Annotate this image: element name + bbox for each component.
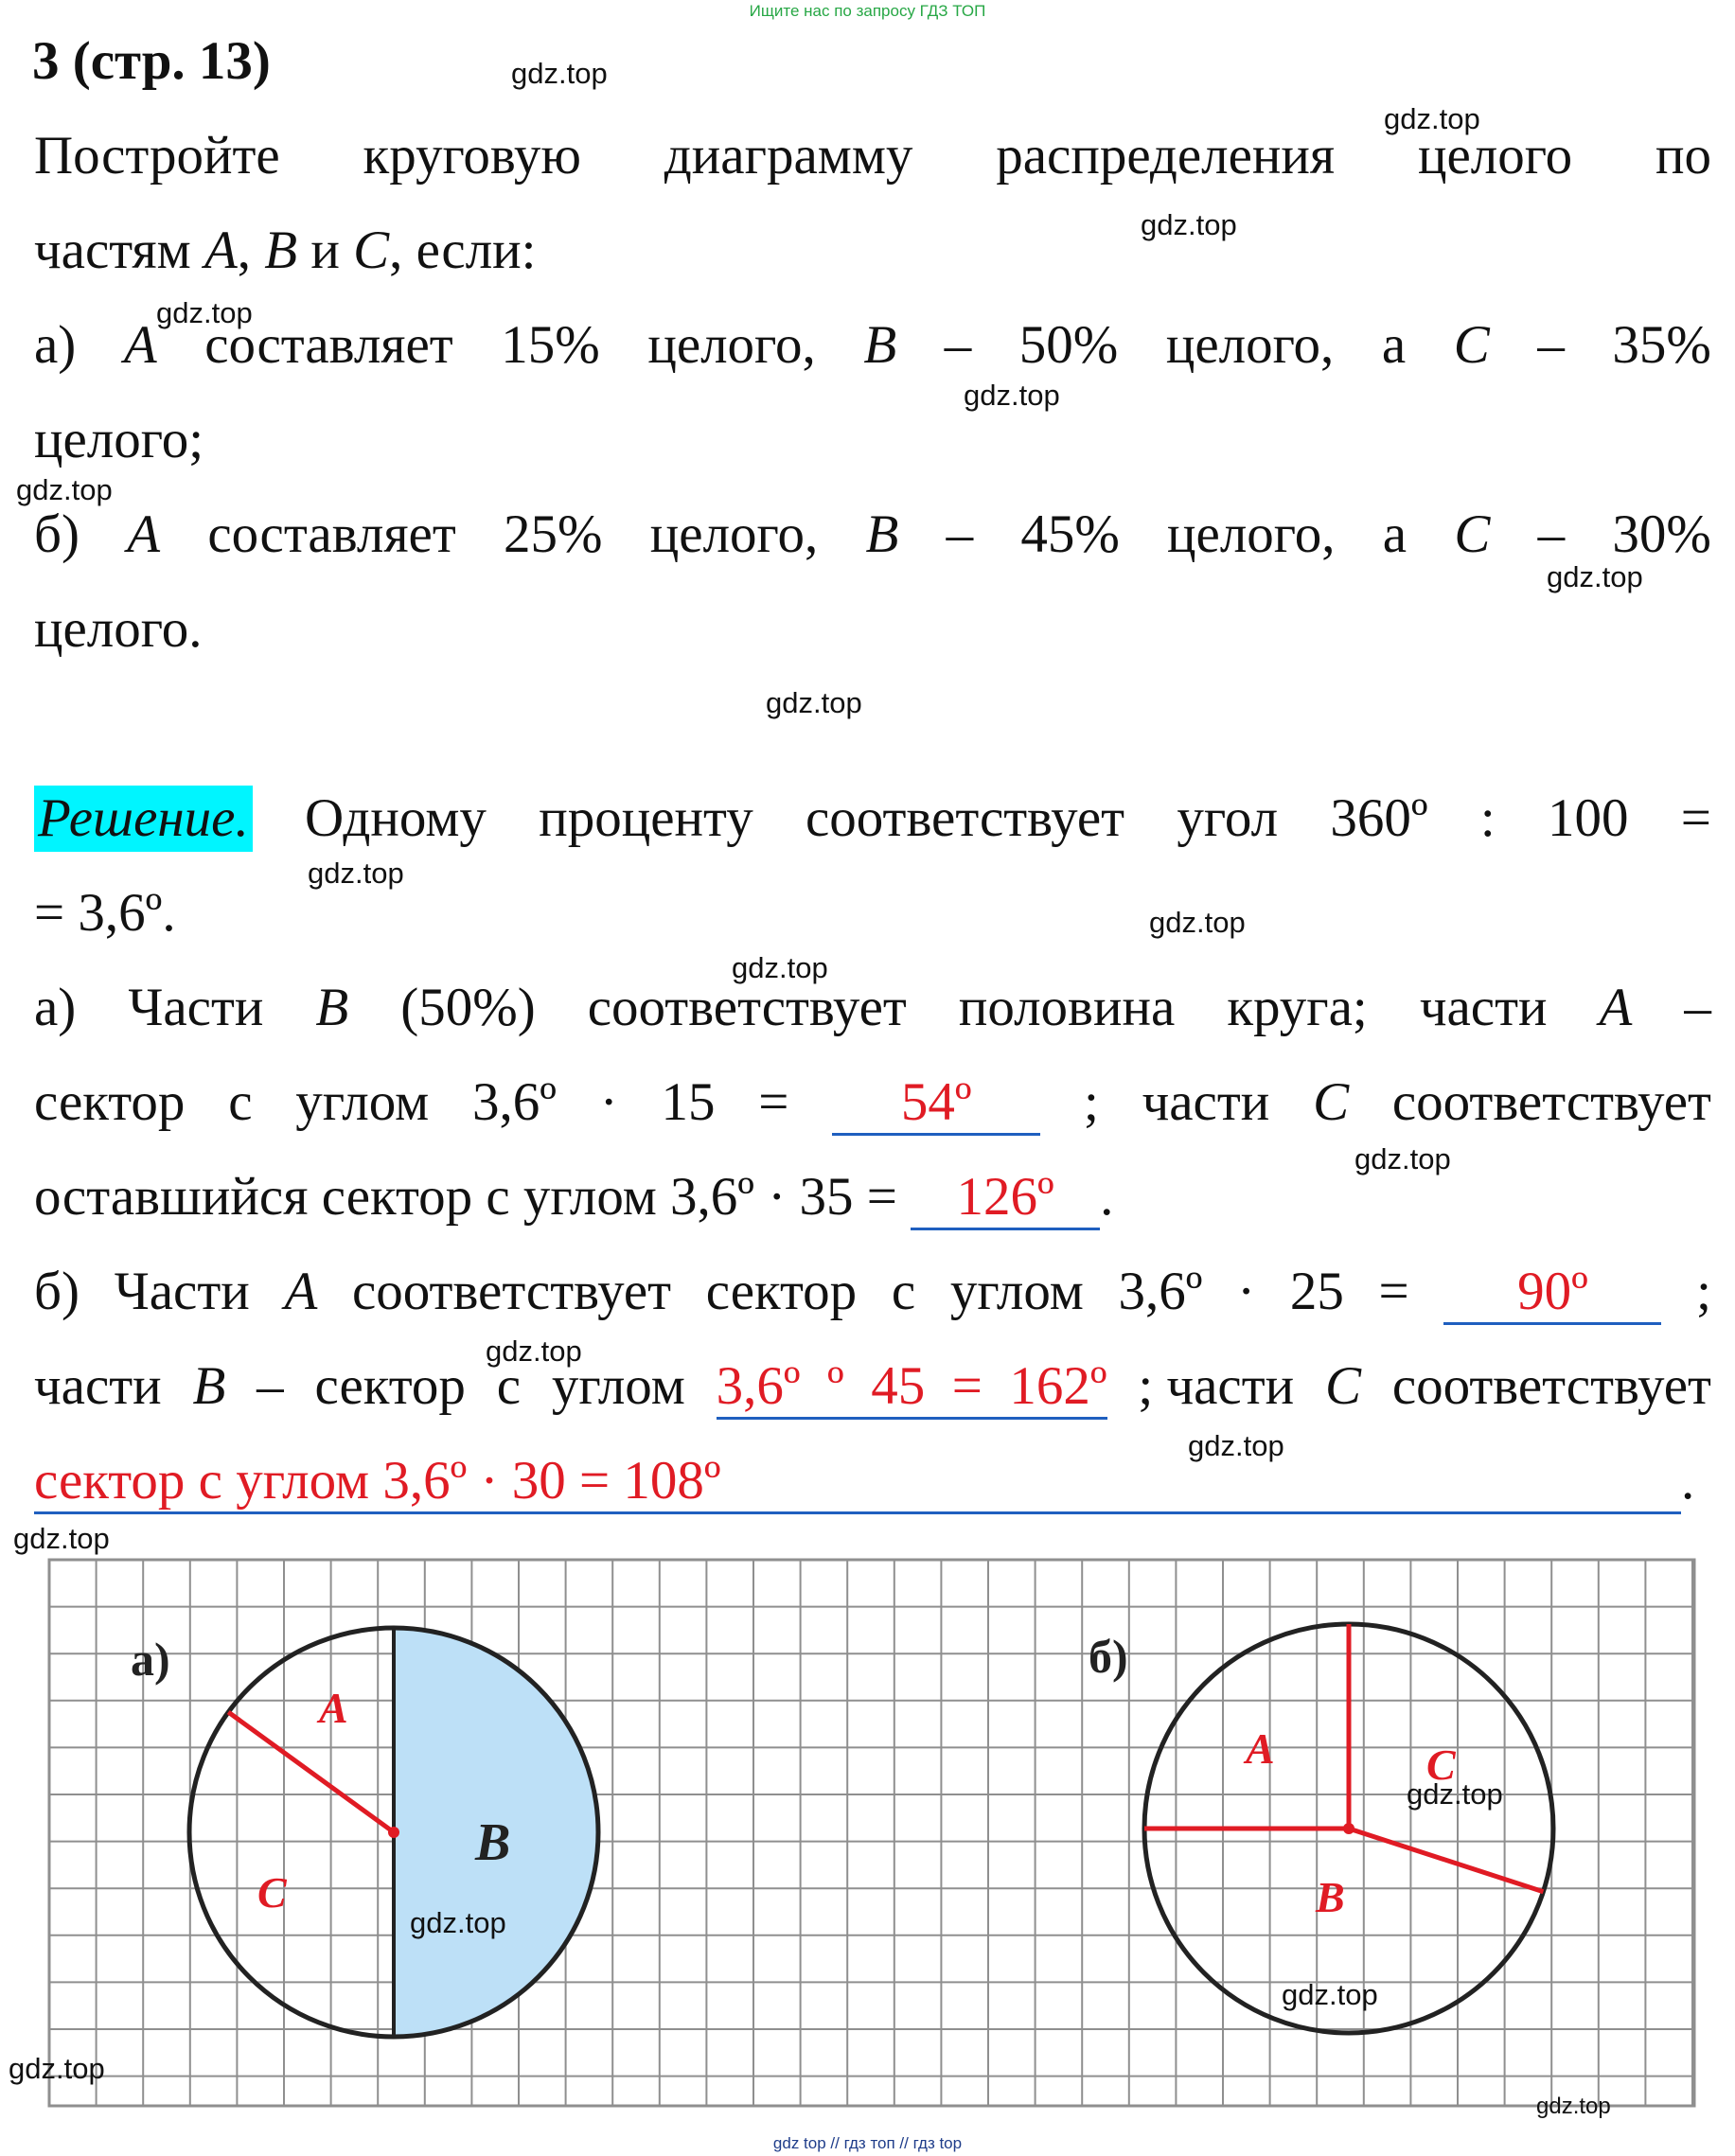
answer-b-a-angle: 90º xyxy=(1443,1262,1661,1325)
percent-b: 45% xyxy=(1020,504,1120,564)
word: соответствует xyxy=(351,1262,672,1321)
word: 25 xyxy=(1289,1262,1344,1321)
word: 15 xyxy=(661,1072,716,1132)
word: части xyxy=(34,1356,162,1416)
word: : xyxy=(1479,788,1496,848)
word: б) xyxy=(34,1262,80,1321)
word: половина xyxy=(958,978,1176,1037)
word: соответствует xyxy=(587,978,907,1037)
word: соответствует xyxy=(1391,1356,1711,1416)
pie-a-title: а) xyxy=(131,1633,170,1686)
part-c-symbol: C xyxy=(1324,1356,1361,1416)
task-item-a-tail: целого; xyxy=(34,410,204,469)
word: составляет xyxy=(207,504,456,564)
period: . xyxy=(1100,1167,1114,1227)
word: сектор xyxy=(314,1356,466,1416)
part-a-symbol: A xyxy=(204,221,238,280)
word: части xyxy=(1419,978,1548,1037)
part-b-symbol: B xyxy=(264,221,298,280)
word: = xyxy=(1680,788,1711,848)
solution-b-line-1 xyxy=(34,1259,1711,1325)
watermark: gdz.top xyxy=(1407,1777,1503,1811)
word: соответствует xyxy=(806,788,1125,848)
solution-a-line-1 xyxy=(34,975,1711,1041)
sector-a-label: A xyxy=(1246,1724,1275,1773)
part-b-symbol: B xyxy=(863,315,897,375)
footer-note: gdz top // гдз топ // гдз top xyxy=(772,2134,963,2152)
part-c-symbol: C xyxy=(1453,315,1490,375)
word: части xyxy=(1142,1072,1270,1132)
text: , xyxy=(237,221,265,280)
text: , если: xyxy=(389,221,537,280)
percent-a: 15% xyxy=(501,315,600,375)
pie-b-title: б) xyxy=(1089,1630,1128,1683)
watermark: gdz.top xyxy=(410,1906,506,1939)
dash: – xyxy=(257,1356,284,1416)
percent-b: 50% xyxy=(1018,315,1119,375)
part-a-symbol: A xyxy=(123,315,157,375)
word: целого, xyxy=(647,315,816,375)
solution-b-line-2 xyxy=(34,1353,1711,1420)
watermark: gdz.top xyxy=(1282,1978,1378,2011)
percent-c: 35% xyxy=(1612,315,1711,375)
watermark: gdz.top xyxy=(1536,2094,1611,2119)
word: Части xyxy=(114,1262,250,1321)
period: . xyxy=(1681,1451,1695,1511)
sector-c-label: C xyxy=(1426,1741,1456,1789)
watermark: gdz.top xyxy=(1149,906,1246,939)
watermark: gdz.top xyxy=(1141,208,1237,241)
word: целого, xyxy=(649,504,819,564)
word: 3,6º xyxy=(471,1072,557,1132)
word: по xyxy=(1655,126,1711,186)
grid-frame xyxy=(49,1560,1694,2106)
word: углом xyxy=(551,1356,685,1416)
part-b-symbol: B xyxy=(865,504,899,564)
word: сектор xyxy=(34,1072,186,1132)
part-a-symbol: A xyxy=(284,1262,318,1321)
dash: – xyxy=(946,504,974,564)
watermark: gdz.top xyxy=(1354,1142,1451,1175)
word: распределения xyxy=(996,126,1336,186)
item-label: б) xyxy=(34,504,80,564)
answer-b-b-angle: 3,6º º 45 = 162º xyxy=(717,1356,1107,1420)
watermark: gdz.top xyxy=(511,57,608,90)
word: = xyxy=(1378,1262,1409,1321)
word: сектор xyxy=(705,1262,858,1321)
word: а xyxy=(1382,504,1407,564)
dash: – xyxy=(1537,504,1566,564)
part-b-symbol: B xyxy=(315,978,349,1037)
word: углом xyxy=(295,1072,430,1132)
text: частям xyxy=(34,221,204,280)
dash: – xyxy=(1684,978,1711,1037)
answer-c-angle: 126º xyxy=(911,1167,1100,1230)
word: а xyxy=(1381,315,1407,375)
word: целого xyxy=(1417,126,1573,186)
word: · xyxy=(1237,1262,1256,1321)
word: Постройте xyxy=(34,126,280,186)
answer-b-c-angle: сектор с углом 3,6º · 30 = 108º xyxy=(34,1451,1681,1514)
solution-line-1 xyxy=(34,786,1711,852)
watermark: gdz.top xyxy=(156,296,253,329)
header-note: Ищите нас по запросу ГДЗ ТОП xyxy=(749,2,986,20)
word: (50%) xyxy=(400,978,536,1037)
pie-a-divider-a xyxy=(228,1712,394,1832)
word: соответствует xyxy=(1391,1072,1711,1132)
watermark: gdz.top xyxy=(1547,560,1643,593)
pie-charts-figure xyxy=(0,1533,1735,2120)
part-c-symbol: C xyxy=(353,221,390,280)
pie-chart-a xyxy=(131,1628,598,2037)
word: проценту xyxy=(539,788,753,848)
word: = xyxy=(758,1072,789,1132)
solution-a-line-3 xyxy=(34,1164,1711,1230)
watermark: gdz.top xyxy=(9,2052,105,2085)
dash: – xyxy=(944,315,972,375)
text: оставшийся сектор с углом 3,6º · 35 = xyxy=(34,1167,912,1227)
sector-b-label: B xyxy=(1316,1873,1345,1921)
watermark: gdz.top xyxy=(964,379,1060,412)
percent-c: 30% xyxy=(1612,504,1711,564)
text: и xyxy=(297,221,354,280)
graph-paper-grid xyxy=(49,1560,1694,2106)
part-b-symbol: B xyxy=(192,1356,226,1416)
watermark: gdz.top xyxy=(732,951,828,984)
watermark: gdz.top xyxy=(1384,102,1480,135)
watermark: gdz.top xyxy=(13,1522,110,1555)
watermark: gdz.top xyxy=(1188,1429,1284,1462)
task-item-b xyxy=(34,502,1711,568)
word: круга; xyxy=(1227,978,1368,1037)
pie-b-divider-c xyxy=(1349,1829,1543,1892)
solution-b-line-3 xyxy=(34,1448,1711,1514)
word: целого, xyxy=(1167,504,1336,564)
sector-c-label: C xyxy=(257,1868,287,1917)
answer-a-angle: 54º xyxy=(832,1072,1040,1136)
word: составляет xyxy=(204,315,453,375)
word: углом xyxy=(949,1262,1084,1321)
percent-a: 25% xyxy=(504,504,603,564)
word: ; части xyxy=(1138,1356,1295,1416)
part-c-symbol: C xyxy=(1313,1072,1350,1132)
word: ; xyxy=(1696,1262,1711,1321)
dash: – xyxy=(1537,315,1565,375)
item-label: а) xyxy=(34,315,77,375)
sector-a-label: A xyxy=(319,1684,348,1732)
part-a-symbol: A xyxy=(127,504,161,564)
word: 100 xyxy=(1547,788,1629,848)
watermark: gdz.top xyxy=(308,857,404,890)
word: круговую xyxy=(363,126,581,186)
word: с xyxy=(228,1072,253,1132)
pie-b-center xyxy=(1343,1823,1354,1834)
task-item-b-tail: целого. xyxy=(34,599,203,659)
word: а) xyxy=(34,978,77,1037)
word: 360º xyxy=(1330,788,1428,848)
pie-a-center xyxy=(388,1827,399,1838)
solution-label: Решение. xyxy=(34,786,253,852)
watermark: gdz.top xyxy=(486,1334,582,1368)
word: 3,6º xyxy=(1118,1262,1203,1321)
word: диаграмму xyxy=(664,126,913,186)
word: с xyxy=(496,1356,522,1416)
word: Части xyxy=(128,978,264,1037)
task-item-a xyxy=(34,312,1711,379)
solution-a-line-2 xyxy=(34,1069,1711,1136)
word: Одному xyxy=(305,788,487,848)
task-title: 3 (стр. 13) xyxy=(32,31,271,91)
word: целого, xyxy=(1165,315,1335,375)
word: ; xyxy=(1083,1072,1099,1132)
part-c-symbol: C xyxy=(1454,504,1491,564)
watermark: gdz.top xyxy=(766,686,862,719)
solution-line-2: = 3,6º. xyxy=(34,883,176,943)
watermark: gdz.top xyxy=(16,473,113,506)
part-a-symbol: A xyxy=(1599,978,1633,1037)
word: с xyxy=(891,1262,916,1321)
word: угол xyxy=(1177,788,1279,848)
task-line-2 xyxy=(34,218,1711,284)
word: · xyxy=(599,1072,618,1132)
pie-chart-b xyxy=(1089,1624,1553,2033)
sector-b-label: B xyxy=(475,1813,511,1872)
